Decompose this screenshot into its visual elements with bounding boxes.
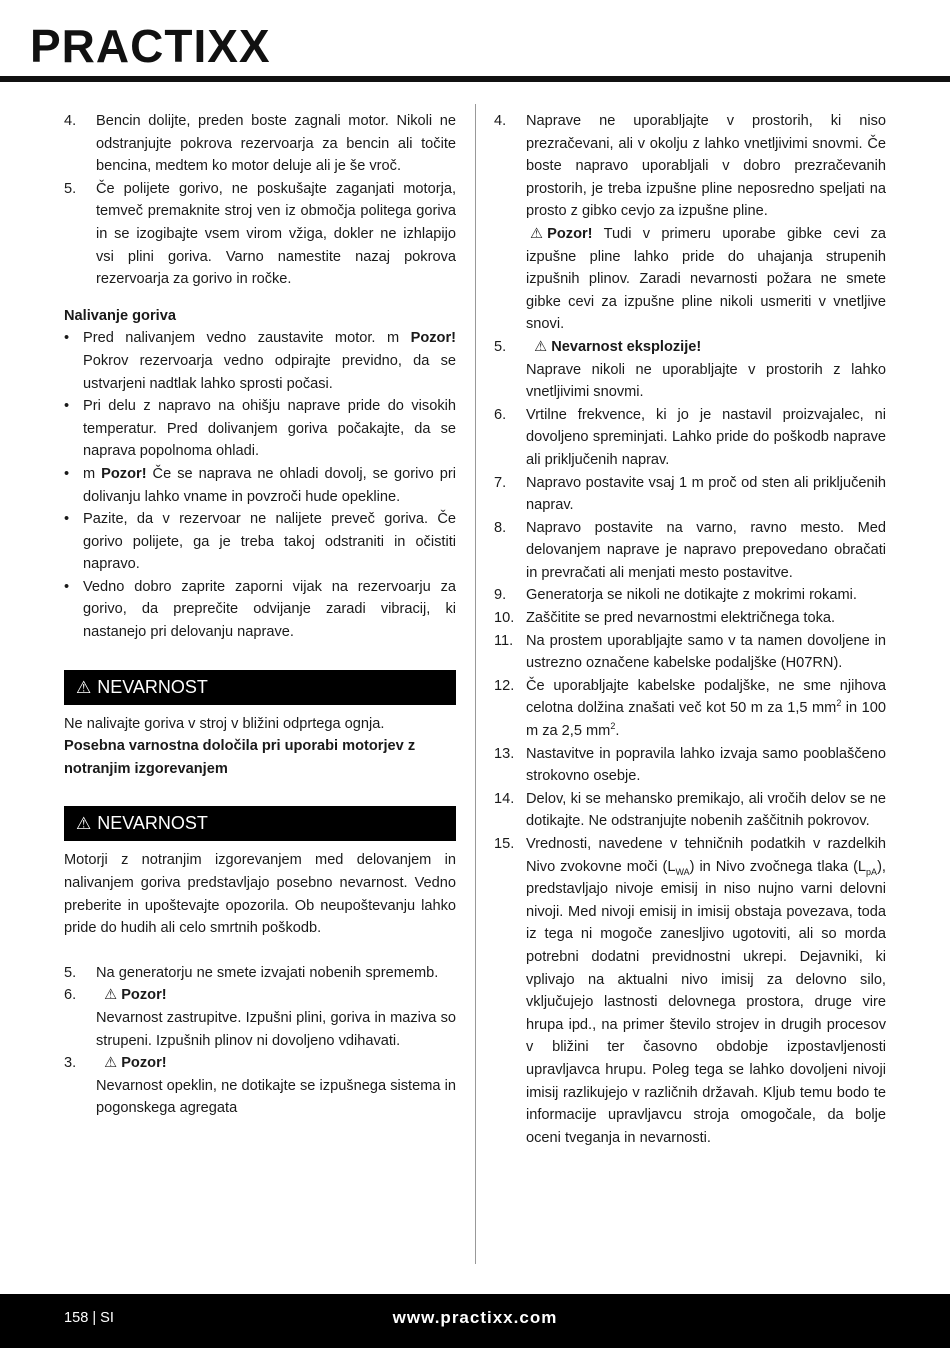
right-column — [494, 110, 886, 1149]
bullet-item: • Vedno dobro zaprite zaporni vijak na rezervoarju za gorivo, da preprečite odvijanje zaradi vibracij, ki nastanejo pri delovanju naprave. — [64, 578, 456, 641]
list-item: 13. Nastavitve in popravila lahko izvaja samo pooblaščeno strokovno osebje. — [494, 745, 886, 785]
list-item: 7. Napravo postavite vsaj 1 m proč od sten ali priključenih naprav. — [494, 474, 886, 514]
warning-icon: ⚠ — [96, 987, 118, 1004]
footer-bar — [0, 1294, 950, 1348]
list-item: 14. Delov, ki se mehansko premikajo, ali vročih delov se ne dotikajte. Ne odstranjujte nobenih zaščitnih pokrovov. — [494, 790, 886, 830]
bullet-item: • Pri delu z napravo na ohišju naprave pride do visokih temperatur. Pred dolivanjem goriva počakajte, da se naprava popolnoma ohladi. — [64, 398, 456, 460]
warning-icon: ⚠ — [76, 814, 92, 834]
column-divider — [475, 104, 476, 1264]
list-item: 4. Naprave ne uporabljajte v prostorih, ki niso prezračevani, ali v okolju z lahko vnetljivimi snovmi. Če boste napravo uporabljali v dobro prezračevanih prostorih, je treba izpušne pline neposredno speljati na prosto z gibko cevjo za izpušne pline. ⚠ Pozor! Tudi v primeru uporabe gibke cevi za izpušne pline lahko pride do uhajanja strupenih izpušnih plinov. Zaradi nevarnosti požara ne smete gibke cevi za izpušne pline nikoli usmeriti v vnetljive snovi. — [494, 113, 886, 333]
danger-banner: ⚠ NEVARNOST — [64, 670, 456, 705]
list-item: 10. Zaščitite se pred nevarnostmi električnega toka. — [494, 610, 836, 627]
list-item: 5. Na generatorju ne smete izvajati nobenih sprememb. — [64, 964, 439, 981]
list-item: 11. Na prostem uporabljajte samo v ta namen dovoljene in ustrezno označene kabelske podaljške (H07RN). — [494, 632, 886, 672]
list-item: 3. ⚠ Pozor! Nevarnost opeklin, ne dotikajte se izpušnega sistema in pogonskega agregata — [64, 1052, 456, 1120]
website-link[interactable]: www.practixx.com — [392, 1308, 558, 1327]
header-rule — [0, 76, 950, 82]
bullet-item: • Pred nalivanjem vedno zaustavite motor. m Pozor! Pokrov rezervoarja vedno odpirajte previdno, da se ustvarjeni nadtlak lahko sprosti počasi. — [64, 330, 456, 392]
list-item: 6. Vrtilne frekvence, ki jo je nastavil proizvajalec, ni dovoljeno spreminjati. Lahko pride do poškodb naprave ali priključenih naprav. — [494, 406, 886, 468]
danger-text: Motorji z notranjim izgorevanjem med delovanjem in nalivanjem goriva predstavljajo posebno nevarnost. Vedno preberite in upoštevajte opozorila. Ob neupoštevanju lahko pride do hudih ali celo smrtnih poškodb. — [64, 852, 456, 937]
list-item: 5. Če polijete gorivo, ne poskušajte zaganjati motorja, temveč premaknite stroj ven iz območja politega goriva in se izogibajte vsem virom vžiga, dokler ne izhlapijo vsi plini goriva. Varno namestite nazaj pokrova rezervoarja za gorivo in ročke. — [64, 180, 456, 288]
warning-icon: ⚠ — [526, 338, 548, 355]
page-number: 158 | SI — [64, 1310, 114, 1326]
list-item: 8. Napravo postavite na varno, ravno mesto. Med delovanjem naprave je napravo prepovedano obračati in prevračati ali menjati mesto postavitve. — [494, 519, 886, 581]
list-item: 12. Če uporabljajte kabelske podaljške, ne sme njihova celotna dolžina znašati več kot 50 m za 1,5 $mm^2$ in 100 m za 2,5 $mm^2$. — [494, 677, 886, 740]
list-item: 15. Vrednosti, navedene v tehničnih podatkih v razdelkih Nivo zvokovne moči $(L_{WA})$ in Nivo zvočnega tlaka $(L_{pA})$, predstavljajo nivoje emisij in niso nujno varni delovni nivoji. Med nivoji emisij in imisij obstaja povezava, toda iz tega ni mogoče zanesljivo ugotoviti, ali so morda potrebni dodatni previdnostni ukrepi. Dejavniki, ki vplivajo na aktualni nivo imisij za delovno silo, vključujejo lastnosti delovnega prostora, druge vire hrupa ipd., na primer število strojev in drugih procesov v bližini ter časovno obdobje izpostavljenosti upravljavca hrupu. Poleg tega se lahko dovoljeni nivoji imisij razlikujejo v različnih državah. Kljub temu bodo te informacije upravljavcu stroja omogočale, da bolje oceni tveganja in nevarnosti. — [494, 836, 886, 1146]
section-heading-engines: Posebna varnostna določila pri uporabi motorjev z notranjim izgorevanjem — [64, 738, 416, 777]
list-item: 5. ⚠ Nevarnost eksplozije! Naprave nikoli ne uporabljajte v prostorih z lahko vnetljivimi snovmi. — [494, 336, 886, 404]
warning-icon: ⚠ — [96, 1055, 118, 1072]
warning-icon: ⚠ — [76, 677, 92, 697]
danger-text: Ne nalivajte goriva v stroj v bližini odprtega ognja. — [64, 715, 385, 732]
list-item: 9. Generatorja se nikoli ne dotikajte z mokrimi rokami. — [494, 587, 857, 604]
practixx-logo — [30, 18, 330, 76]
danger-banner: ⚠ NEVARNOST — [64, 806, 456, 841]
bullet-item: • Pazite, da v rezervoar ne nalijete preveč goriva. Če gorivo polijete, ga je treba takoj odstraniti in očistiti napravo. — [64, 511, 456, 573]
list-item: 4. Bencin dolijte, preden boste zagnali motor. Nikoli ne odstranjujte pokrova rezervoarja za bencin ali točite bencina, medtem ko motor deluje ali je še vroč. — [64, 113, 456, 175]
left-column — [64, 110, 456, 1120]
brand-text: PRACTIXX — [30, 20, 271, 72]
section-heading-fuel: Nalivanje goriva — [64, 307, 176, 324]
list-item: 6. ⚠ Pozor! Nevarnost zastrupitve. Izpušni plini, goriva in maziva so strupeni. Izpušnih plinov ni dovoljeno vdihavati. — [64, 984, 456, 1052]
warning-icon: ⚠ — [526, 225, 544, 242]
bullet-item: • m Pozor! Če se naprava ne ohladi dovolj, se gorivo pri dolivanju lahko vname in povzroči hude opekline. — [64, 465, 457, 505]
